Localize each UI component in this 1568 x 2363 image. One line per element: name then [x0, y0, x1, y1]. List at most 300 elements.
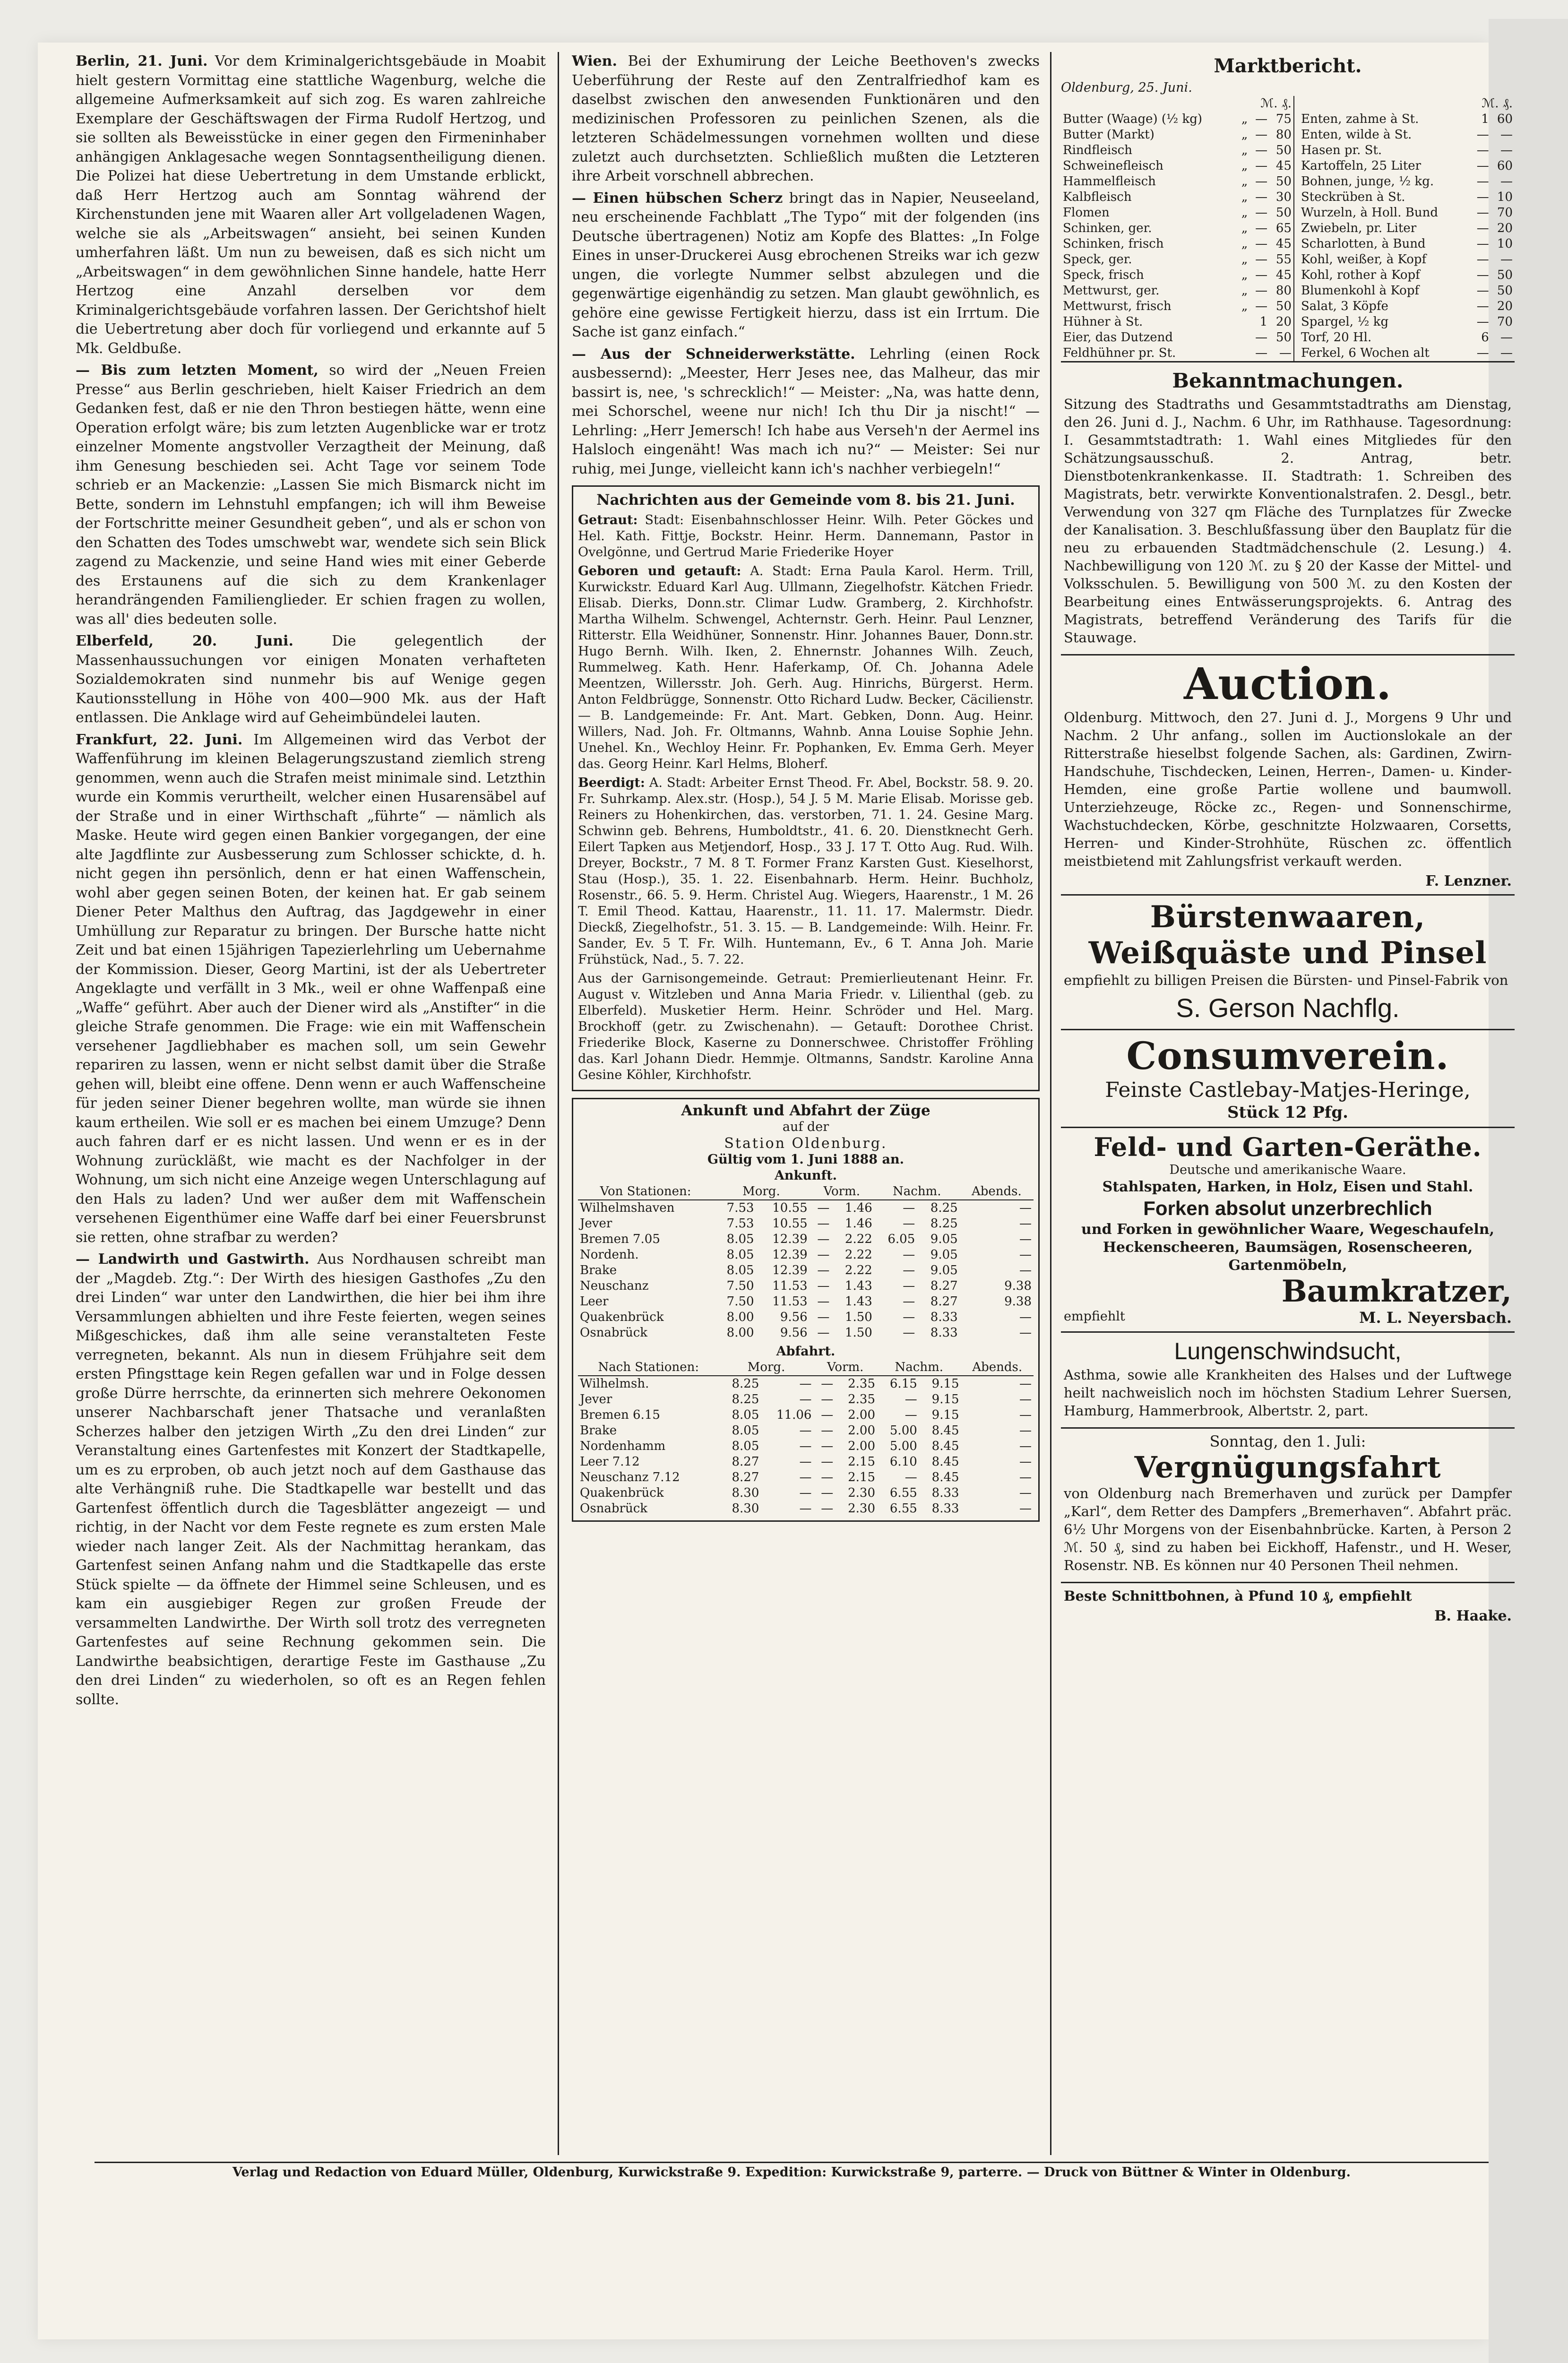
- brush-ad: [1061, 894, 1515, 1029]
- dateline: — Einen hübschen Scherz: [572, 190, 783, 207]
- market-row: [1061, 112, 1294, 127]
- market-cell: „: [1241, 174, 1248, 189]
- market-cell: 60: [1497, 112, 1513, 126]
- article-wien: [572, 52, 1040, 186]
- timetable-cell: 9.15: [931, 1377, 959, 1391]
- timetable-cell: 6.10: [889, 1455, 917, 1469]
- market-cell: Butter (Waage) (½ kg): [1063, 112, 1203, 126]
- timetable-cell: 11.06: [776, 1408, 812, 1422]
- timetable-cell: 9.38: [1004, 1294, 1032, 1309]
- timetable-cell: —: [1019, 1263, 1032, 1277]
- departures-label: Abfahrt.: [776, 1344, 836, 1359]
- timetable-cell: —: [1019, 1423, 1032, 1438]
- timetable-row: [578, 1454, 1034, 1470]
- arrivals-label: Ankunft.: [774, 1168, 837, 1183]
- timetable-cell: 6.15: [889, 1377, 917, 1391]
- timetable-cell: 6.55: [889, 1501, 917, 1516]
- timetable-cell: —: [1019, 1377, 1032, 1391]
- market-cell: Butter (Markt): [1063, 128, 1154, 142]
- timetable-cell: —: [821, 1470, 834, 1484]
- market-cell: —: [1255, 221, 1268, 235]
- timetable-cell: Quakenbrück: [580, 1310, 664, 1324]
- article-text: Vor dem Kriminalgerichtsgebäude in Moabit hielt gestern Vormittag eine stattliche Wagenburg, welche die allgemeine Aufmerksamkeit auf sich zog. Es waren zahlreiche Exemplare der Geschäftswagen der Firma Rudolf Hertzog, und sie sollten als Beweisstücke in einer gegen den Firmeninhaber anhängigen Anklagesache wegen Sonntagsentheiligung dienen. Die Polizei hat diese Uebertretung in dem Umstande erblickt, daß Herr Hertzog auch am Sonntag während der Kirchenstunden jene mit Waaren aller Art vollgeladenen Wagen, welche sie als „Arbeitswagen“ ansieht, bei seinen Kunden umherfahren läßt. Um nun zu beweisen, daß es sich nicht um „Arbeitswagen“ in dem gewöhnlichen Sinne handele, hatte Herr Hertzog eine Anzahl derselben vor dem Kriminalgerichtsgebäude vorfahren lassen. Der Gerichtshof hielt die Uebertretung aber doch für vorliegend und erkannte auf 5 Mk. Geldbuße.: [76, 53, 546, 357]
- timetable-cell: 8.27: [732, 1470, 759, 1484]
- market-cell: „: [1241, 206, 1248, 220]
- timetable-cell: —: [817, 1248, 830, 1262]
- market-cell: Steckrüben à St.: [1301, 190, 1405, 204]
- timetable-cell: —: [821, 1377, 834, 1391]
- market-cell: 75: [1275, 112, 1292, 126]
- brush-text: empfiehlt zu billigen Preisen die Bürsten- und Pinsel-Fabrik von: [1064, 972, 1508, 988]
- timetable-row: [578, 1232, 1034, 1247]
- market-cell: Schinken, ger.: [1063, 221, 1152, 235]
- market-cell: 50: [1497, 268, 1513, 282]
- timetable-cell: 8.33: [931, 1501, 959, 1516]
- market-cell: Torf, 20 Hl.: [1301, 330, 1372, 345]
- timetable-cell: —: [817, 1263, 830, 1277]
- market-cell: Bohnen, junge, ½ kg.: [1301, 174, 1434, 189]
- timetable-cell: Leer 7.12: [580, 1455, 640, 1469]
- dateline: Frankfurt, 22. Juni.: [76, 731, 243, 748]
- timetable-cell: 2.22: [844, 1232, 872, 1246]
- timetable-cell: —: [821, 1486, 834, 1500]
- timetable-cell: —: [903, 1279, 915, 1293]
- article-text: Lehrling (einen Rock ausbessernd): „Meester, Herr Jeses nee, das Malheur, das mir bassirt is, nee, 's schrecklich!“ — Meister: „Na, was hatte denn, mei Schorschel, weene nur nich! Ich thu Dir ja nischt!“ — Lehrling: „Herr Jemersch! Ich habe aus Verseh'n der Aermel ins Halsloch eingenäht! Was mach ich nu?“ — Meister: Sei nur ruhig, mei Junge, vielleicht kann ich's nachher verbiegeln!“: [572, 345, 1040, 477]
- market-cell: „: [1241, 112, 1248, 126]
- train-timetable-box: [572, 1098, 1040, 1522]
- timetable-row: [578, 1439, 1034, 1454]
- timetable-cell: 7.53: [726, 1201, 754, 1215]
- timetable-cell: 2.15: [848, 1470, 876, 1484]
- timetable-cell: 1.46: [844, 1216, 872, 1231]
- garden-big-word: Baumkratzer,: [1281, 1274, 1512, 1309]
- market-row: [1061, 236, 1294, 252]
- dateline: — Landwirth und Gastwirth.: [76, 1251, 310, 1268]
- timetable-title: Ankunft und Abfahrt der Züge: [681, 1102, 930, 1119]
- timetable-cell: 8.25: [732, 1377, 759, 1391]
- market-cell: —: [1255, 174, 1268, 189]
- timetable-header: Morg.: [719, 1360, 814, 1376]
- market-cell: Enten, wilde à St.: [1301, 128, 1412, 142]
- market-cell: 20: [1275, 315, 1292, 329]
- announcements-text: Sitzung des Stadtraths und Gesammtstadtraths am Dienstag, den 26. Juni d. J., Nachm. 6 Uhr, im Rathhause. Tagesordnung: I. Gesammtstadtrath: 1. Wahl eines Mitgliedes für den Schätzungsausschuß. 2. Antrag, betr. Dienstbotenkrankenkasse. II. Stadtrath: 1. Schreiben des Magistrats, betr. verwirkte Konventionalstrafen. 2. Desgl., betr. Verwendung von 327 qm Fläche des Turnplatzes für Zwecke der Kanalisation. 3. Beschlußfassung über den Bauplatz für die neu zu erbauenden Stadtmädchenschule (2. Lesung.) 4. Nachbewilligung von 120 ℳ. zu § 20 der Kasse der Mittel- und Volksschulen. 5. Bewilligung von 500 ℳ. zu den Kosten der Bearbeitung eines Entwässerungsprojekts. 6. Antrag des Magistrats, betreffend Veränderung des Tarifs für die Stauwage.: [1064, 396, 1512, 646]
- timetable-cell: 2.22: [844, 1263, 872, 1277]
- market-cell: Salat, 3 Köpfe: [1301, 299, 1388, 313]
- market-cell: —: [1476, 143, 1489, 157]
- timetable-cell: —: [799, 1501, 812, 1516]
- timetable-row: [578, 1200, 1034, 1216]
- timetable-cell: Brake: [580, 1423, 617, 1438]
- article-scherz: [572, 189, 1040, 342]
- column-1: [76, 52, 546, 2160]
- market-cell: —: [1500, 252, 1513, 267]
- timetable-cell: 8.45: [931, 1423, 959, 1438]
- market-row: [1299, 143, 1515, 158]
- excursion-title: Vergnügungsfahrt: [1134, 1450, 1441, 1484]
- timetable-cell: —: [1019, 1455, 1032, 1469]
- market-cell: Eier, das Dutzend: [1063, 330, 1173, 345]
- market-cell: Hühner à St.: [1063, 315, 1143, 329]
- timetable-cell: —: [903, 1216, 915, 1231]
- timetable-cell: 8.25: [732, 1392, 759, 1406]
- timetable-cell: 9.56: [780, 1326, 808, 1340]
- timetable-cell: 8.00: [726, 1310, 754, 1324]
- market-cell: 10: [1497, 237, 1513, 251]
- timetable-cell: 1.46: [844, 1201, 872, 1215]
- brush-firm: S. Gerson Nachflg.: [1176, 993, 1400, 1023]
- brush-title-1: Bürstenwaaren,: [1150, 899, 1426, 935]
- market-row: [1299, 330, 1515, 345]
- article-text: bringt das in Napier, Neuseeland, neu erscheinende Fachblatt „The Typo“ mit der folgenden (ins Deutsche übertragenen) Notiz am Kopfe des Blattes: „In Folge Eines in unser-Druckerei Ausg ebrochenen Streiks war ich gezw ungen, die vorlegte Nummer selbst abzulegen und die gegenwärtige eigenhändig zu setzen. Man glaubt gewöhnlich, es gehöre eine gewisse Fertigkeit hierzu, dass ist ein Irrtum. Die Sache ist ganz einfach.“: [572, 190, 1040, 340]
- timetable-cell: —: [821, 1392, 834, 1406]
- timetable-row: [578, 1294, 1034, 1310]
- market-row: [1061, 190, 1294, 205]
- timetable-cell: —: [1019, 1216, 1032, 1231]
- market-cell: „: [1241, 237, 1248, 251]
- timetable-cell: 8.25: [930, 1216, 958, 1231]
- timetable-cell: —: [903, 1294, 915, 1309]
- market-row: [1061, 143, 1294, 158]
- market-cell: —: [1255, 112, 1268, 126]
- timetable-cell: —: [817, 1232, 830, 1246]
- market-cell: 50: [1275, 143, 1292, 157]
- timetable-cell: 8.30: [732, 1486, 759, 1500]
- dateline: — Bis zum letzten Moment,: [76, 362, 319, 379]
- market-table-right: [1299, 96, 1515, 361]
- consum-price: Stück 12 Pfg.: [1227, 1103, 1349, 1122]
- market-cell: —: [1500, 128, 1513, 142]
- timetable-cell: —: [817, 1294, 830, 1309]
- column-rule-2: [1050, 52, 1051, 2155]
- timetable-cell: 8.05: [726, 1232, 754, 1246]
- timetable-header: Vorm.: [813, 1360, 877, 1376]
- market-row: [1299, 345, 1515, 361]
- market-cell: —: [1476, 252, 1489, 267]
- timetable-cell: Leer: [580, 1294, 609, 1309]
- market-cell: —: [1476, 268, 1489, 282]
- market-cell: „: [1241, 143, 1248, 157]
- consum-ad: [1061, 1029, 1515, 1127]
- market-cell: —: [1255, 330, 1268, 345]
- article-frankfurt: [76, 731, 546, 1248]
- market-cell: Spargel, ½ kg: [1301, 315, 1389, 329]
- timetable-subtitle: auf der: [782, 1120, 829, 1134]
- imprint-footer: Verlag und Redaction von Eduard Müller, Oldenburg, Kurwickstraße 9. Expedition: Kurwickstraße 9, parterre. — Druck von Büttner & Winter in Oldenburg.: [95, 2162, 1489, 2180]
- timetable-cell: —: [817, 1310, 830, 1324]
- timetable-cell: —: [1019, 1248, 1032, 1262]
- market-cell: Speck, frisch: [1063, 268, 1144, 282]
- market-cell: „: [1241, 190, 1248, 204]
- timetable-cell: 12.39: [772, 1232, 808, 1246]
- market-place-date: Oldenburg, 25. Juni.: [1061, 80, 1192, 95]
- timetable-cell: —: [821, 1439, 834, 1453]
- column-rule-1: [558, 52, 559, 2155]
- garden-line-4: und Forken in gewöhnlicher Waare, Wegeschaufeln, Heckenscheeren, Baumsägen, Rosenscheeren, Gartenmöbeln,: [1081, 1221, 1495, 1274]
- market-cell: [1237, 345, 1249, 361]
- market-cell: —: [1476, 221, 1489, 235]
- market-cell: —: [1255, 237, 1268, 251]
- timetable-cell: —: [1019, 1392, 1032, 1406]
- timetable-cell: Osnabrück: [580, 1326, 648, 1340]
- market-cell: 45: [1275, 159, 1292, 173]
- market-cell: Kalbfleisch: [1063, 190, 1132, 204]
- market-cell: Hammelfleisch: [1063, 174, 1156, 189]
- timetable-cell: —: [905, 1392, 917, 1406]
- timetable-cell: Bremen 6.15: [580, 1408, 660, 1422]
- garden-line-2: Stahlspaten, Harken, in Holz, Eisen und Stahl.: [1102, 1179, 1473, 1195]
- timetable-cell: 12.39: [772, 1248, 808, 1262]
- market-row: [1061, 330, 1294, 345]
- timetable-row: [578, 1278, 1034, 1294]
- timetable-cell: 7.53: [726, 1216, 754, 1231]
- timetable-row: [578, 1392, 1034, 1407]
- market-cell: Schinken, frisch: [1063, 237, 1164, 251]
- market-cell: [1237, 330, 1249, 345]
- timetable-header: Von Stationen:: [578, 1184, 713, 1200]
- timetable-cell: 2.22: [844, 1248, 872, 1262]
- market-cell: 80: [1275, 284, 1292, 298]
- market-cell: Kartoffeln, 25 Liter: [1301, 159, 1422, 173]
- timetable-cell: —: [1019, 1232, 1032, 1246]
- timetable-cell: —: [821, 1408, 834, 1422]
- garden-line-3: Forken absolut unzerbrechlich: [1143, 1197, 1432, 1219]
- market-row: [1299, 205, 1515, 221]
- dateline: Wien.: [572, 53, 617, 69]
- timetable-cell: 9.05: [930, 1263, 958, 1277]
- market-cell: —: [1476, 206, 1489, 220]
- timetable-cell: 1.50: [844, 1310, 872, 1324]
- community-news-title: Nachrichten aus der Gemeinde vom 8. bis 21. Juni.: [596, 492, 1015, 509]
- timetable-cell: 8.27: [732, 1455, 759, 1469]
- timetable-row: [578, 1501, 1034, 1517]
- timetable-cell: 8.27: [930, 1279, 958, 1293]
- auction-ad: [1061, 654, 1515, 894]
- timetable-cell: —: [905, 1470, 917, 1484]
- timetable-station: Station Oldenburg.: [724, 1135, 887, 1152]
- timetable-cell: —: [799, 1486, 812, 1500]
- getraut-section: [578, 512, 1034, 561]
- market-cell: „: [1241, 284, 1248, 298]
- timetable-cell: Nordenhamm: [580, 1439, 666, 1453]
- market-cell: Rindfleisch: [1063, 143, 1132, 157]
- market-cell: Flomen: [1063, 206, 1110, 220]
- market-row: [1061, 221, 1294, 236]
- arrivals-table: [578, 1184, 1034, 1341]
- timetable-cell: 8.05: [726, 1263, 754, 1277]
- timetable-cell: —: [1019, 1439, 1032, 1453]
- timetable-cell: 9.05: [930, 1232, 958, 1246]
- market-cell: Kohl, weißer, à Kopf: [1301, 252, 1427, 267]
- timetable-cell: 5.00: [889, 1423, 917, 1438]
- timetable-row: [578, 1376, 1034, 1392]
- market-cell: 50: [1275, 206, 1292, 220]
- market-row: [1299, 127, 1515, 143]
- section-text: A. Stadt: Erna Paula Karol. Herm. Trill, Kurwickstr. Eduard Karl Aug. Ullmann, Ziegelhofstr. Kätchen Friedr. Elisab. Dierks, Donn.str. Climar Ludw. Gramberg, 2. Kirchhofstr. Martha Wilhelm. Schwengel, Achternstr. Gerh. Heinr. Paul Lenzner, Ritterstr. Ella Weidhüner, Sonnenstr. Hinr. Johannes Bauer, Donn.str. Hugo Bernh. Wilh. Iken, 2. Ehnernstr. Johannes Wilh. Zeuch, Rummelweg. Kath. Henr. Haferkamp, Of. Ch. Johanna Adele Meentzen, Willersstr. Joh. Gerh. Aug. Hinrichs, Bürgerst. Herm. Anton Feldbrügge, Sonnenstr. Otto Richard Ludw. Becker, Cäcilienstr. — B. Landgemeinde: Fr. Ant. Mart. Gebken, Donn. Aug. Heinr. Willers, Nad. Joh. Fr. Oltmanns, Wahnb. Anna Louise Sophie Jehn. Unehel. Kn., Wechloy Heinr. Fr. Pophanken, Ev. Emma Gerh. Meyer das. Georg Heinr. Karl Helms, Bloherf.: [578, 564, 1034, 771]
- article-last-moment: [76, 361, 546, 629]
- timetable-cell: 9.15: [931, 1392, 959, 1406]
- market-cell: —: [1476, 299, 1489, 313]
- timetable-cell: Jever: [580, 1392, 612, 1406]
- timetable-header: Abends.: [961, 1360, 1034, 1376]
- market-row: [1299, 236, 1515, 252]
- timetable-cell: 8.05: [732, 1439, 759, 1453]
- timetable-cell: —: [1019, 1310, 1032, 1324]
- timetable-cell: Wilhelmshaven: [580, 1201, 675, 1215]
- market-title: Marktbericht.: [1214, 55, 1362, 77]
- timetable-cell: 2.00: [848, 1408, 876, 1422]
- market-cell: —: [1255, 268, 1268, 282]
- market-cell: 70: [1497, 206, 1513, 220]
- timetable-cell: 8.33: [931, 1486, 959, 1500]
- market-row: [1061, 205, 1294, 221]
- article-text: Aus Nordhausen schreibt man der „Magdeb. Ztg.“: Der Wirth des hiesigen Gasthofes „Zu den drei Linden“ war unter den Landwirthen, die hier bei ihm ihre Versammlungen abhielten und ihre Feste feierten, wegen seines Mißgeschickes, daß ihm alle seine veranstalteten Feste verregneten, bekannt. Als nun in diesem Frühjahre seit dem ersten Pfingsttage kein Regen gefallen war und in Folge dessen große Dürre herrschte, da erinnerten sich mehrere Oekonomen unserer Nachbarschaft jener Thatsache und veranlaßten Scherzes halber den jetzigen Wirth „Zu den drei Linden“ zur Veranstaltung eines Gartenfestes mit Konzert der Stadtkapelle, um es zu erproben, ob auch jetzt noch auf dem Gasthause das alte Verhängniß ruhe. Die Stadtkapelle war bestellt und das Gartenfest öffentlich durch die Tagesblätter angezeigt — und richtig, in der Nacht vor dem Feste regnete es zum ersten Male wieder nach langer Zeit. Als der Nachmittag herankam, das Gartenfest seinen Anfang nahm und die Stadtkapelle das erste Stück spielte — da öffnete der Himmel seine Schleusen, und es kam ein ausgiebiger Regen zur großen Freude der versammelten Landwirthe. Der Wirth soll trotz des verregneten Gartenfestes auf seine Rechnung gekommen sein. Die Landwirthe beabsichtigen, derartige Feste im Gasthause „Zu den drei Linden“ zu wiederholen, so oft es an Regen fehlen sollte.: [76, 1251, 546, 1708]
- market-cell: —: [1476, 315, 1489, 329]
- market-cell: —: [1476, 284, 1489, 298]
- market-cell: 45: [1275, 268, 1292, 282]
- timetable-cell: Osnabrück: [580, 1501, 648, 1516]
- market-cell: —: [1255, 128, 1268, 142]
- community-news-box: [572, 485, 1040, 1091]
- excursion-ad: [1061, 1427, 1515, 1582]
- announcements-title: Bekanntmachungen.: [1172, 369, 1404, 392]
- timetable-cell: —: [905, 1408, 917, 1422]
- timetable-row: [578, 1325, 1034, 1341]
- timetable-cell: —: [821, 1501, 834, 1516]
- market-tables: [1061, 96, 1515, 361]
- dateline: — Aus der Schneiderwerkstätte.: [572, 345, 855, 362]
- timetable-cell: 12.39: [772, 1263, 808, 1277]
- timetable-cell: —: [1019, 1201, 1032, 1215]
- market-cell: Wurzeln, à Holl. Bund: [1301, 206, 1439, 220]
- timetable-cell: Neuschanz: [580, 1279, 649, 1293]
- market-row: [1061, 314, 1294, 330]
- timetable-cell: 8.33: [930, 1326, 958, 1340]
- timetable-cell: 1.50: [844, 1326, 872, 1340]
- market-row: [1061, 158, 1294, 174]
- excursion-text: von Oldenburg nach Bremerhaven und zurück per Dampfer „Karl“, dem Retter des Dampfers „Bremerhaven“. Abfahrt präc. 6½ Uhr Morgens von der Eisenbahnbrücke. Karten, à Person 2 ℳ. 50 ₰, sind zu haben bei Eickhoff, Hafenstr., und H. Weser, Rosenstr. NB. Es können nur 40 Personen Theil nehmen.: [1064, 1485, 1512, 1573]
- market-row: [1061, 174, 1294, 190]
- timetable-cell: 8.45: [931, 1439, 959, 1453]
- timetable-cell: 1.43: [844, 1294, 872, 1309]
- garden-signature: M. L. Neyersbach.: [1359, 1309, 1512, 1327]
- timetable-cell: 5.00: [889, 1439, 917, 1453]
- timetable-cell: 8.30: [732, 1501, 759, 1516]
- market-cell: 45: [1275, 237, 1292, 251]
- market-row: [1299, 190, 1515, 205]
- timetable-cell: 8.45: [931, 1455, 959, 1469]
- timetable-cell: 9.38: [1004, 1279, 1032, 1293]
- market-cell: 20: [1497, 299, 1513, 313]
- timetable-header: Morg.: [713, 1184, 810, 1200]
- market-cell: —: [1255, 252, 1268, 267]
- auction-signature: F. Lenzner.: [1425, 873, 1512, 889]
- market-cell: 30: [1275, 190, 1292, 204]
- timetable-row: [578, 1216, 1034, 1232]
- timetable-cell: 8.05: [732, 1408, 759, 1422]
- garden-tools-ad: [1061, 1127, 1515, 1331]
- market-cell: Schweinefleisch: [1063, 159, 1163, 173]
- timetable-cell: 9.05: [930, 1248, 958, 1262]
- market-cell: Hasen pr. St.: [1301, 143, 1382, 157]
- article-text: Im Allgemeinen wird das Verbot der Waffenführung im kleinen Belagerungszustand ziemlich streng genommen, wenn auch die Strafen meist minimale sind. Letzthin wurde ein Kommis verurtheilt, welcher einen Husarensäbel auf der Straße und in einer Wirthschaft „führte“ — nämlich als Maske. Heute wird gegen einen Bankier vorgegangen, der eine alte Jagdflinte zur Ausbesserung zum Schlosser schickte, d. h. nicht gegen ihn persönlich, denn er hat einen Waffenschein, wohl aber gegen seinen Boten, der keinen hat. Er gab seinem Diener Peter Malthus den Auftrag, das Jagdgewehr in einer Umhüllung zur Reparatur zu bringen. Der Bursche hatte nicht Zeit und bat einen 15jährigen Tapezierlehrling um Uebernahme der Kommission. Dieser, Georg Martini, ist der als Uebertreter Angeklagte und verfällt in 3 Mk., weil er ohne Waffenpaß eine „Waffe“ geführt. Aber auch der Diener wird als „Anstifter“ in die gleiche Strafe genommen. Die Frage: wie ein mit Waffenschein versehener Jagdliebhaber es machen soll, um sein Gewehr repariren zu lassen, wenn er nicht selbst damit über die Straße gehen will, bleibt eine offene. Denn wenn er auch Waffenscheine für jeden seiner Diener begehren wollte, man würde sie ihnen kaum ertheilen. Wie soll er es machen bei einem Umzuge? Denn auch fahren darf er es nicht lassen. Und wenn er es in der Wohnung zurückläßt, wie macht es der Nachfolger in der Wohnung, um sich nicht eine Anzeige wegen Unterschlagung auf den Hals zu laden? Und wer außer dem mit Waffenschein versehenen Eigenthümer eine Waffe darf bei einer Feuersbrunst sie retten, ohne strafbar zu werden?: [76, 731, 546, 1246]
- timetable-cell: —: [817, 1201, 830, 1215]
- market-row: [1299, 252, 1515, 267]
- lung-text: Asthma, sowie alle Krankheiten des Halses und der Luftwege heilt nachweislich noch im höchsten Stadium Lehrer Suersen, Hamburg, Hammerbrook, Albertstr. 2, part.: [1064, 1367, 1512, 1419]
- market-cell: 50: [1275, 330, 1292, 345]
- article-elberfeld: [76, 632, 546, 728]
- market-cell: —: [1476, 159, 1489, 173]
- timetable-cell: 2.30: [848, 1486, 876, 1500]
- consum-text: Feinste Castlebay-Matjes-Heringe,: [1105, 1078, 1471, 1102]
- brush-title-2: Weißquäste und Pinsel: [1088, 935, 1487, 971]
- timetable-cell: 6.05: [887, 1232, 915, 1246]
- market-cell: 50: [1497, 284, 1513, 298]
- timetable-cell: —: [817, 1279, 830, 1293]
- timetable-cell: 2.15: [848, 1455, 876, 1469]
- beans-signature: B. Haake.: [1434, 1608, 1512, 1624]
- timetable-cell: Brake: [580, 1263, 617, 1277]
- market-row: [1299, 112, 1515, 127]
- timetable-cell: 7.50: [726, 1279, 754, 1293]
- timetable-header: Nach Stationen:: [578, 1360, 719, 1376]
- timetable-cell: —: [799, 1439, 812, 1453]
- timetable-cell: Wilhelmsh.: [580, 1377, 649, 1391]
- timetable-cell: 10.55: [772, 1201, 808, 1215]
- timetable-cell: —: [903, 1201, 915, 1215]
- timetable-header: Nachm.: [874, 1184, 960, 1200]
- timetable-validity: Gültig vom 1. Juni 1888 an.: [707, 1152, 904, 1167]
- garden-recommends: empfiehlt: [1064, 1309, 1125, 1324]
- excursion-date: Sonntag, den 1. Juli:: [1209, 1432, 1366, 1450]
- market-cell: —: [1476, 128, 1489, 142]
- timetable-cell: 1.43: [844, 1279, 872, 1293]
- dateline: Berlin, 21. Juni.: [76, 53, 208, 69]
- market-row: [1061, 252, 1294, 267]
- market-cell: —: [1255, 190, 1268, 204]
- timetable-cell: —: [1019, 1486, 1032, 1500]
- timetable-cell: 2.35: [848, 1392, 876, 1406]
- timetable-cell: —: [817, 1326, 830, 1340]
- market-row: [1299, 299, 1515, 314]
- section-label: Geboren und getauft:: [578, 564, 741, 578]
- market-cell: „: [1241, 252, 1248, 267]
- timetable-header: Nachm.: [877, 1360, 961, 1376]
- market-cell: Scharlotten, à Bund: [1301, 237, 1426, 251]
- market-cell: —: [1476, 237, 1489, 251]
- market-row: [1299, 221, 1515, 236]
- timetable-cell: 8.27: [930, 1294, 958, 1309]
- timetable-cell: —: [799, 1377, 812, 1391]
- timetable-cell: Quakenbrück: [580, 1486, 664, 1500]
- garden-line-1: Deutsche und amerikanische Waare.: [1169, 1163, 1406, 1177]
- market-cell: „: [1241, 221, 1248, 235]
- timetable-cell: 10.55: [772, 1216, 808, 1231]
- market-cell: 60: [1497, 159, 1513, 173]
- market-row: [1299, 314, 1515, 330]
- column-3: [1061, 52, 1515, 2160]
- currency-header: ℳ. ₰.: [1482, 96, 1513, 111]
- timetable-cell: 11.53: [772, 1279, 808, 1293]
- market-cell: Speck, ger.: [1063, 252, 1132, 267]
- timetable-cell: —: [799, 1392, 812, 1406]
- timetable-cell: 9.56: [780, 1310, 808, 1324]
- auction-title: Auction.: [1183, 658, 1392, 709]
- garrison-section: Aus der Garnisongemeinde. Getraut: Premierlieutenant Heinr. Fr. August v. Witzleben und Anna Maria Friedr. v. Lilienthal (geb. zu Elberfeld). Musketier Herm. Heinr. Schröder und Hel. Marg. Brockhoff (getr. zu Zwischenahn). — Getauft: Dorothee Christ. Friederike Block, Kaserne zu Donnerschwee. Christoffer Fröhling das. Karl Johann Diedr. Hemmje. Oltmanns, Sandstr. Karoline Anna Gesine Köhler, Kirchhofstr.: [578, 971, 1034, 1082]
- timetable-cell: 8.25: [930, 1201, 958, 1215]
- market-cell: 1: [1259, 315, 1268, 329]
- timetable-header: Vorm.: [810, 1184, 874, 1200]
- market-row: [1061, 345, 1294, 361]
